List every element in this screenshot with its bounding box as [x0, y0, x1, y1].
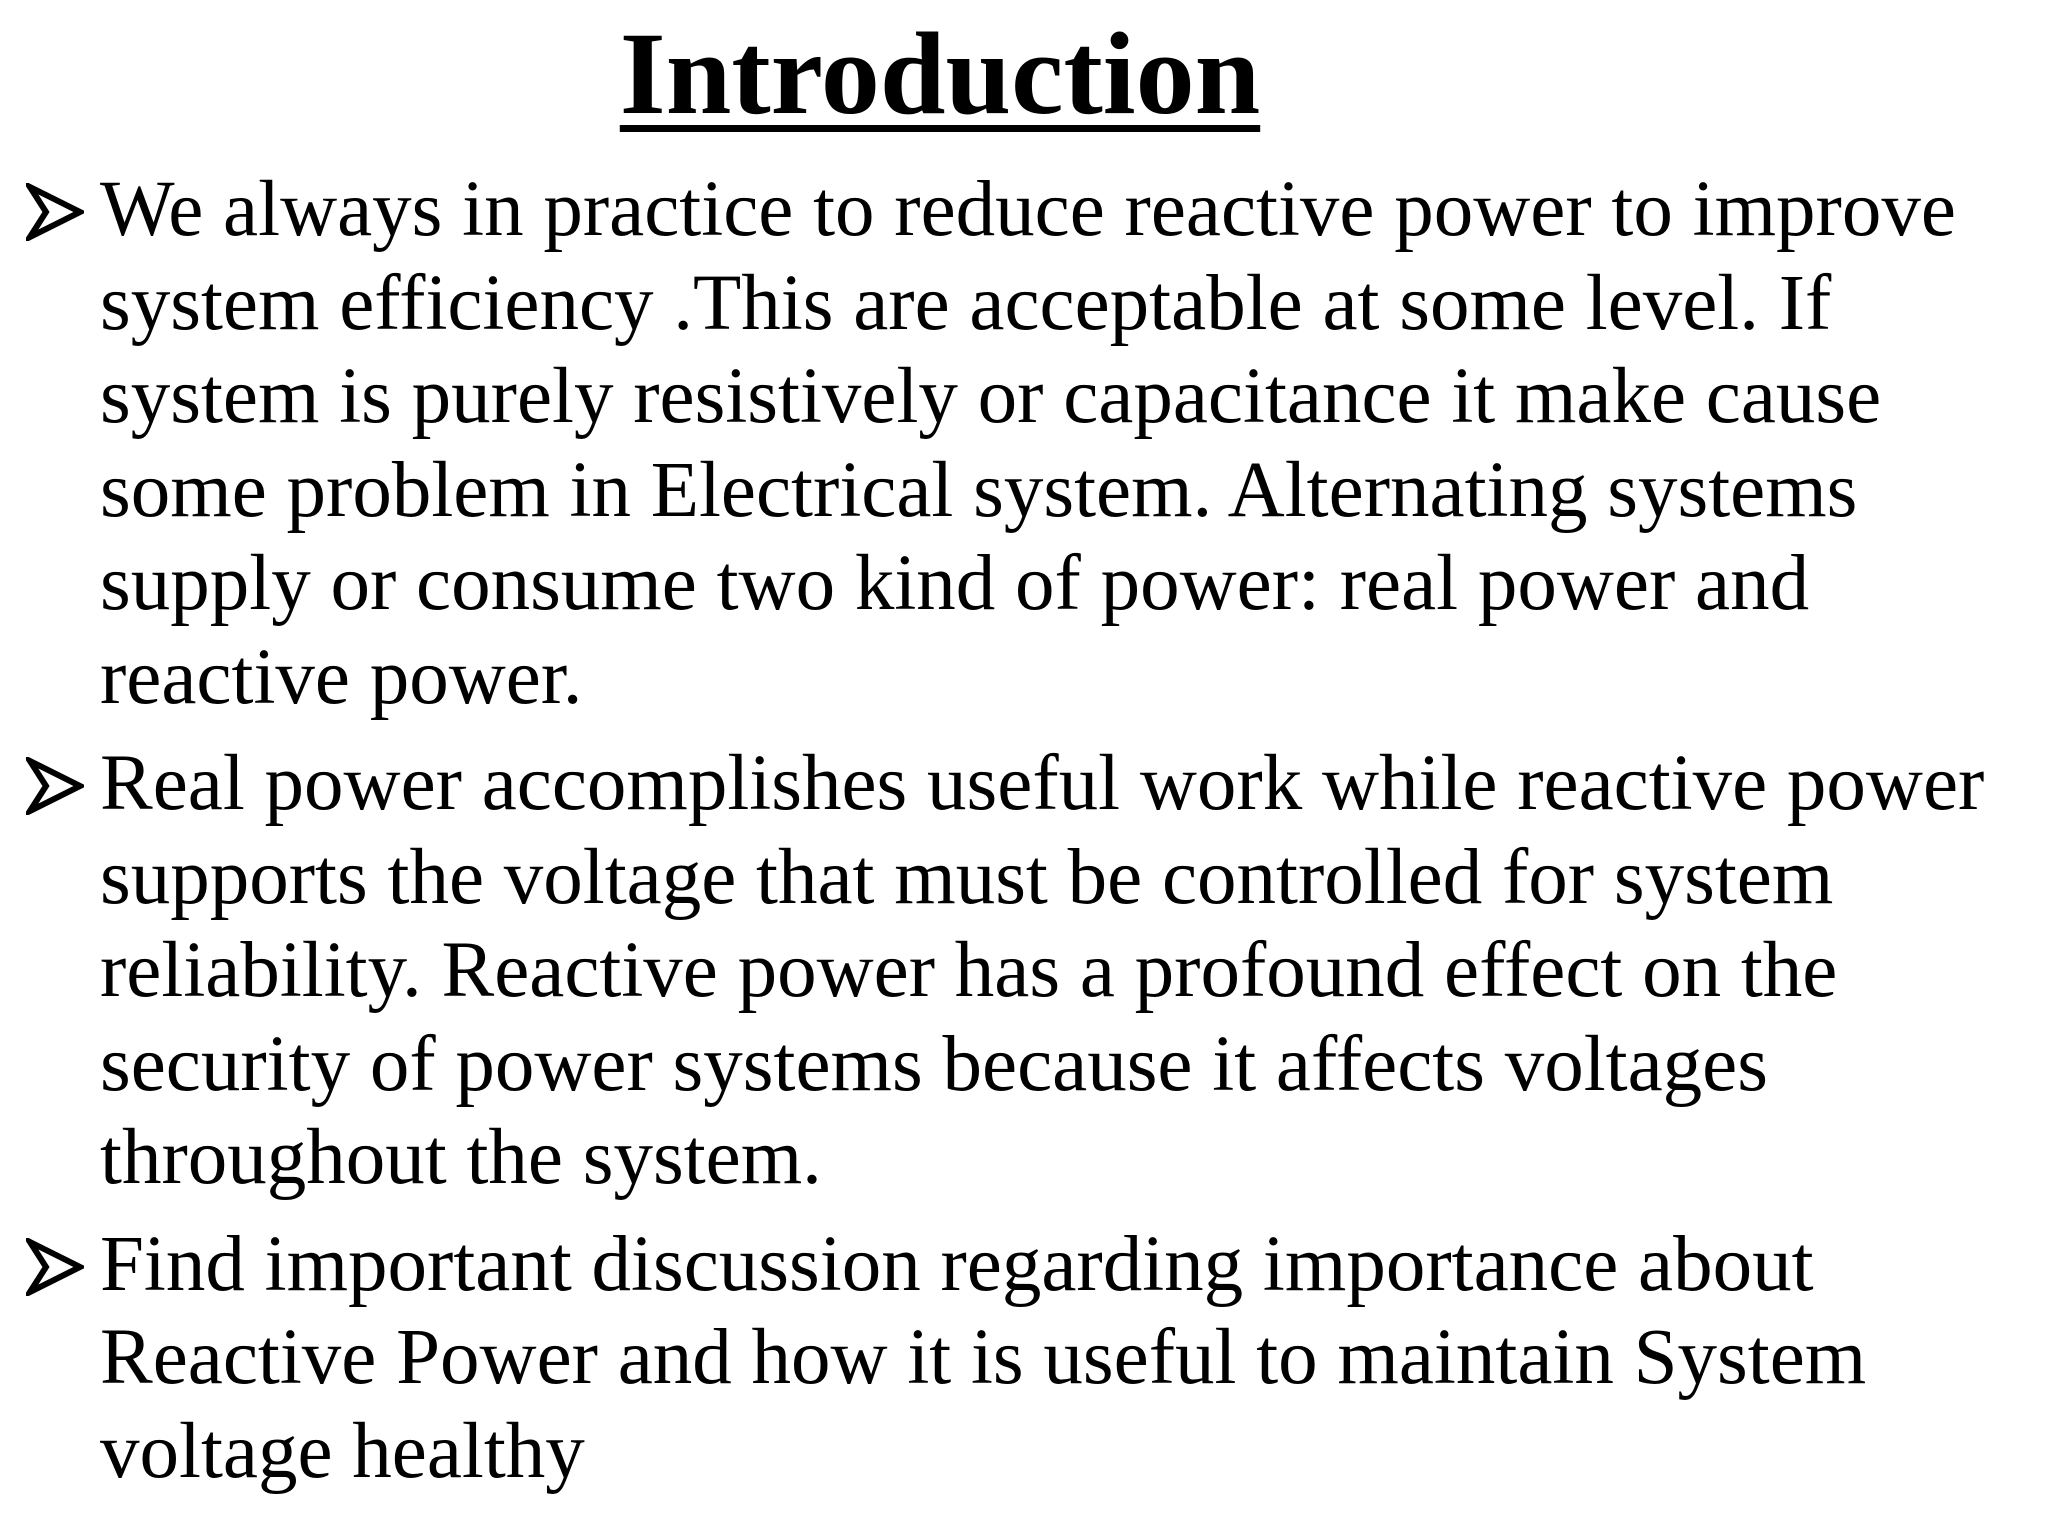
bullet-item — [26, 163, 2036, 724]
arrowhead-bullet-icon — [26, 757, 84, 815]
bullet-text: Real power accomplishes useful work while reactive power supports the voltage that must be controlled for system reliability. Reactive power has a profound effect on the security of power systems because it affects voltages throughout the system. — [100, 740, 1985, 1201]
bullet-text: Find important discussion regarding importance about Reactive Power and how it is useful to maintain System voltage healthy — [100, 1220, 1867, 1495]
slide-title: Introduction — [619, 8, 1261, 139]
bullet-text: We always in practice to reduce reactive power to improve system efficiency .This are acceptable at some level. If system is purely resistively or capacitance it make cause some problem in Electrical system. Alternating systems supply or consume two kind of power: real power and reactive power. — [100, 166, 1956, 721]
arrowhead-bullet-icon — [26, 1238, 84, 1296]
bullet-list — [26, 163, 2036, 1511]
bullet-item — [26, 1218, 2036, 1499]
bullet-item — [26, 737, 2036, 1205]
arrowhead-bullet-icon — [26, 183, 84, 241]
